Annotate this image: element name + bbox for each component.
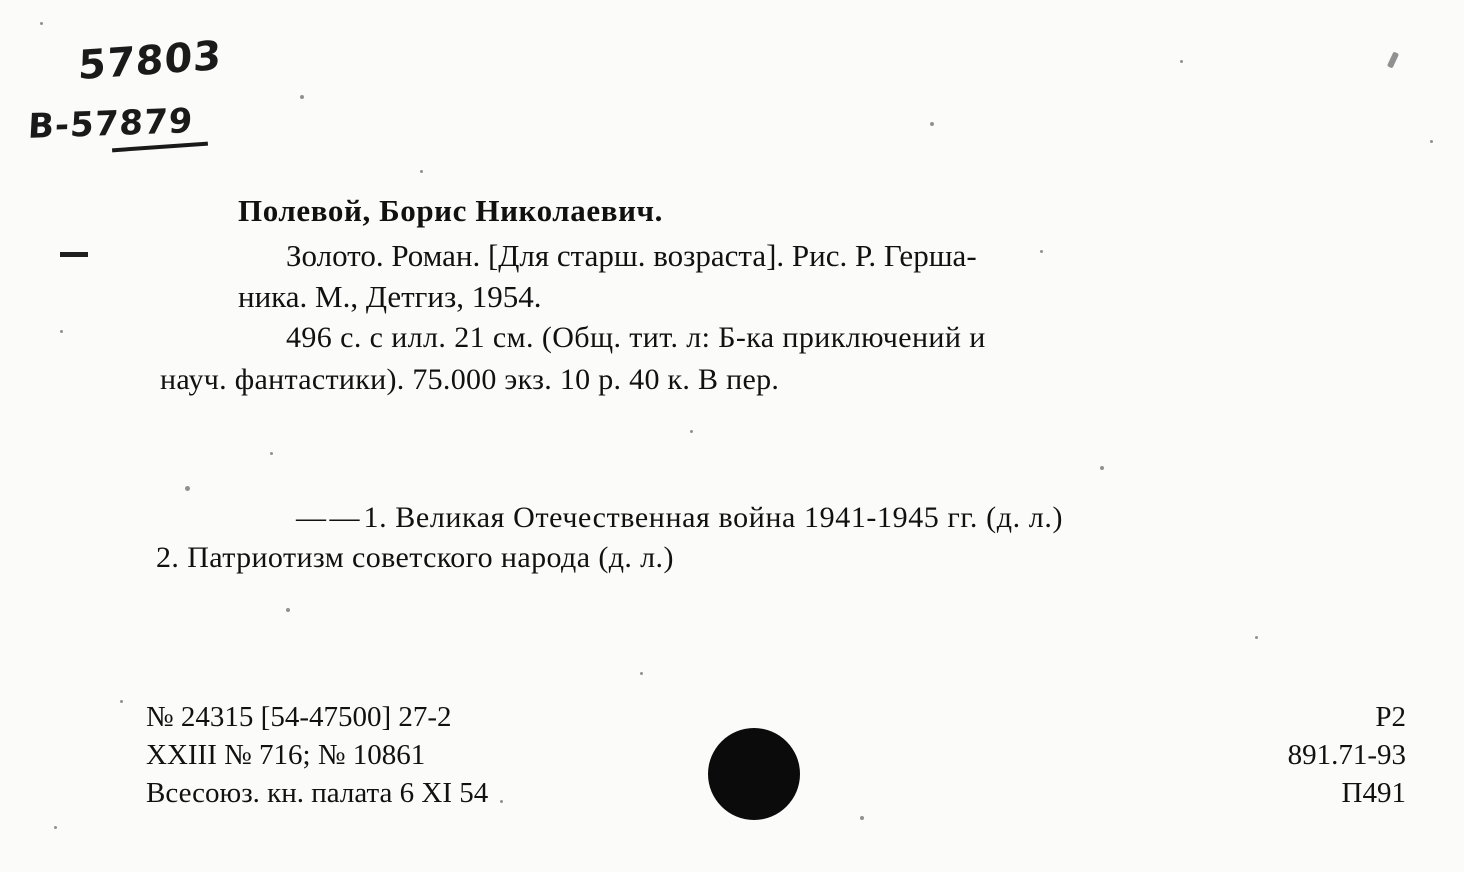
udc-number: 891.71-93 bbox=[1287, 739, 1406, 771]
tracing-leader-dashes: — — bbox=[296, 501, 358, 534]
subject-heading-2: 2. Патриотизм советского народа (д. л.) bbox=[156, 541, 674, 574]
subject-heading-1 bbox=[238, 498, 1428, 538]
author-heading: Полевой, Борис Николаевич. bbox=[238, 193, 663, 228]
title-statement-line-1: Золото. Роман. [Для старш. возраста]. Рис. Р. Герша- bbox=[286, 238, 977, 273]
title-statement-line-2: ника. М., Детгиз, 1954. bbox=[238, 279, 542, 314]
author-cutter-mark: П491 bbox=[1341, 777, 1406, 809]
left-margin-dash bbox=[60, 252, 88, 257]
footer-right-block bbox=[1288, 698, 1406, 812]
classification-code: Р2 bbox=[1375, 701, 1406, 733]
punch-hole bbox=[708, 728, 800, 820]
subject-tracings bbox=[156, 498, 1428, 578]
physical-description-line-1: 496 с. с илл. 21 см. (Общ. тит. л: Б-ка приключений и bbox=[286, 321, 986, 354]
control-number-line: № 24315 [54-47500] 27-2 bbox=[146, 701, 452, 733]
footer-left-block bbox=[146, 698, 488, 812]
book-chamber-line: Всесоюз. кн. палата 6 XI 54 bbox=[146, 777, 489, 809]
handwritten-accession-number-2: В-57879 bbox=[26, 101, 195, 147]
bibliographic-entry bbox=[160, 190, 1418, 401]
subject-heading-1-text: 1. Великая Отечественная война 1941-1945 гг. (д. л.) bbox=[363, 501, 1064, 534]
series-number-line: XXIII № 716; № 10861 bbox=[146, 739, 426, 771]
physical-description-line-2: науч. фантастики). 75.000 экз. 10 р. 40 к. В пер. bbox=[160, 363, 780, 396]
handwritten-accession-number-1: 57803 bbox=[77, 32, 223, 90]
